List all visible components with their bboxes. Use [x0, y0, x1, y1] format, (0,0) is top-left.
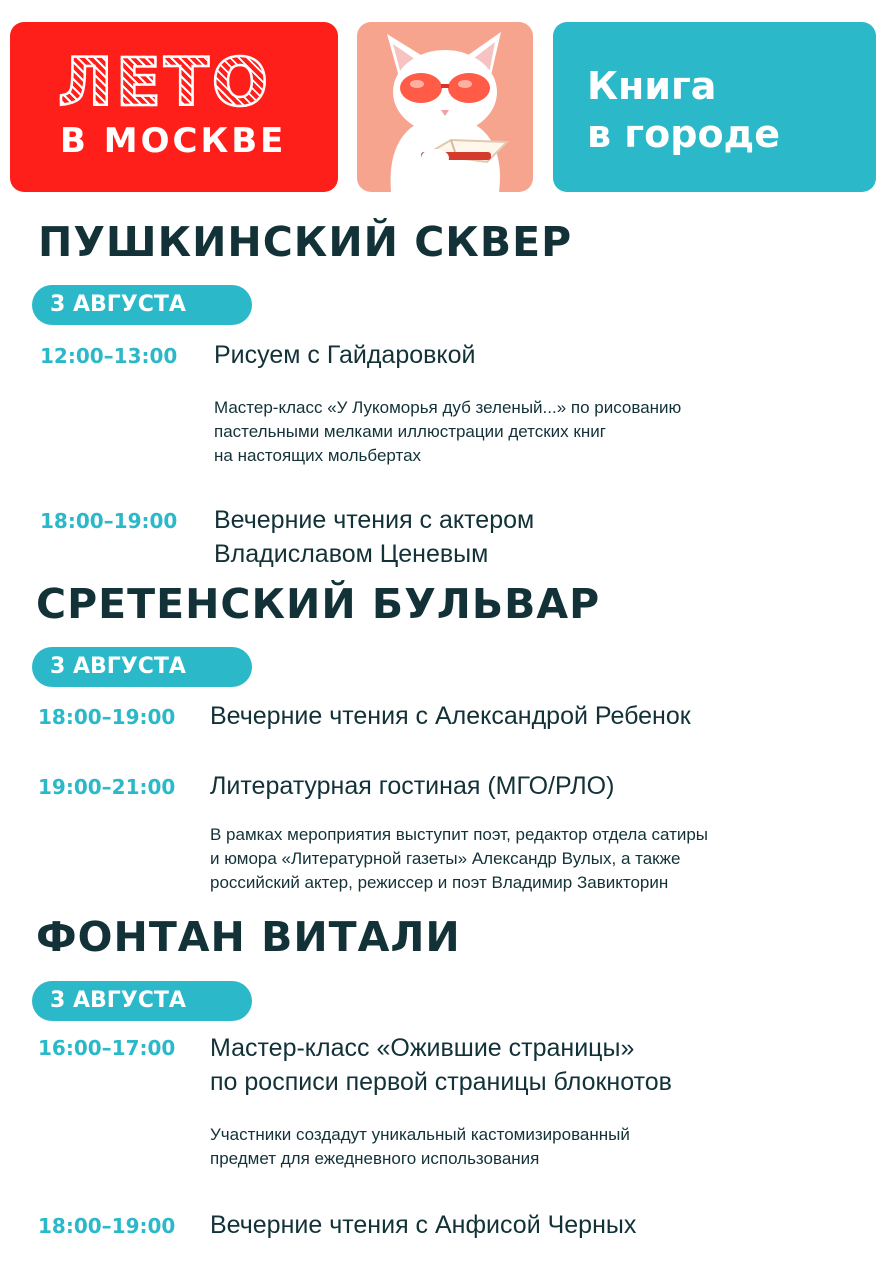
- event-title: Вечерние чтения с актером Владиславом Ценевым: [214, 506, 535, 568]
- kniga-v-gorode-card: [553, 22, 876, 192]
- event-title: Вечерние чтения с Александрой Ребенок: [210, 702, 691, 730]
- event-title: Рисуем с Гайдаровкой: [214, 341, 476, 369]
- event-time: 18:00–19:00: [40, 509, 178, 533]
- venue-title: СРЕТЕНСКИЙ БУЛЬВАР: [36, 580, 601, 628]
- event-title: Литературная гостиная (МГО/РЛО): [210, 772, 615, 800]
- event-title: Вечерние чтения с Анфисой Черных: [210, 1211, 637, 1239]
- mascot-card: [357, 22, 533, 192]
- event-description: Мастер-класс «У Лукоморья дуб зеленый...» по рисованию пастельными мелками иллюстрации детских книг на настоящих мольбертах: [214, 398, 682, 465]
- date-badge: 3 АВГУСТА: [32, 285, 252, 325]
- venue-title: ФОНТАН ВИТАЛИ: [36, 913, 461, 961]
- event-time: 16:00–17:00: [38, 1036, 176, 1060]
- logo-v-moskve-text: В МОСКВЕ: [60, 121, 287, 161]
- venue-title: ПУШКИНСКИЙ СКВЕР: [38, 218, 573, 266]
- logo-leto-text: ЛЕТО: [58, 44, 272, 121]
- event-description: Участники создадут уникальный кастомизированный предмет для ежедневного использования: [210, 1125, 630, 1168]
- project-title: Книга в городе: [587, 64, 781, 156]
- event-time: 18:00–19:00: [38, 1214, 176, 1238]
- event-description: В рамках мероприятия выступит поэт, редактор отдела сатиры и юмора «Литературной газеты» Александр Вулых, а также российский актер, режиссер и поэт Владимир Завикторин: [210, 825, 709, 892]
- event-time: 19:00–21:00: [38, 775, 176, 799]
- event-time: 18:00–19:00: [38, 705, 176, 729]
- event-time: 12:00–13:00: [40, 344, 178, 368]
- cat-with-sunglasses-reading-book-icon: [357, 22, 533, 192]
- date-badge: 3 АВГУСТА: [32, 647, 252, 687]
- leto-v-moskve-logo-card: [10, 22, 338, 192]
- header-banner: [10, 22, 876, 192]
- event-title: Мастер-класс «Ожившие страницы» по росписи первой страницы блокнотов: [210, 1034, 672, 1096]
- date-badge: 3 АВГУСТА: [32, 981, 252, 1021]
